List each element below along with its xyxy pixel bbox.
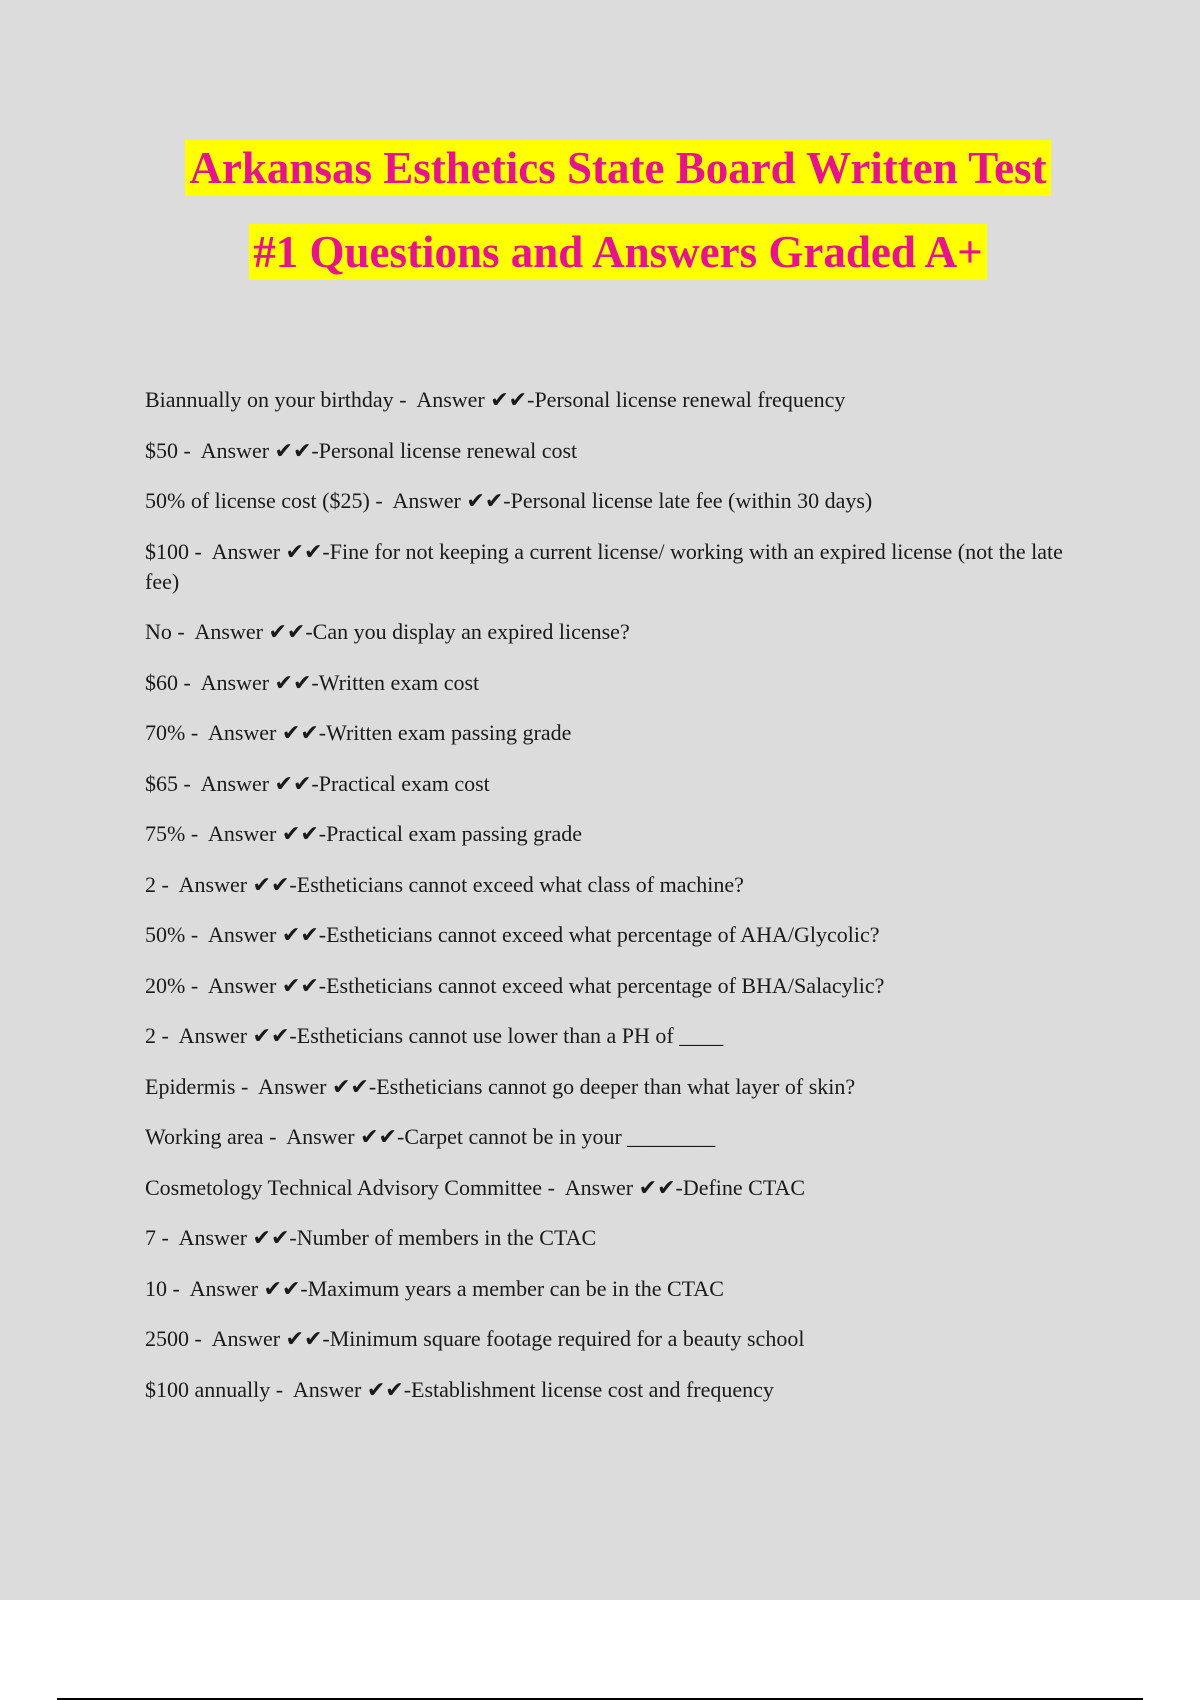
qa-question: Estheticians cannot exceed what percentage of BHA/Salacylic? — [326, 972, 885, 998]
answer-marker: Answer ✔✔ — [207, 922, 319, 947]
answer-marker: Answer ✔✔ — [200, 770, 312, 796]
title-line-1: Arkansas Esthetics State Board Written Test — [185, 140, 1050, 196]
qa-item — [145, 1274, 1085, 1304]
qa-item — [145, 486, 1085, 516]
qa-answer: Working area — [145, 1124, 264, 1149]
answer-marker: Answer ✔✔ — [286, 1124, 397, 1149]
qa-answer: $60 — [145, 669, 178, 695]
qa-dash: - — [318, 821, 327, 846]
qa-dash: - — [318, 720, 327, 745]
qa-separator: - — [235, 1073, 259, 1099]
qa-answer: 50% — [145, 922, 186, 947]
qa-dash: - — [305, 619, 313, 644]
answer-marker: Answer ✔✔ — [207, 821, 319, 846]
qa-item — [145, 870, 1085, 900]
qa-question: Estheticians cannot use lower than a PH of ____ — [296, 1023, 724, 1048]
qa-dash: - — [311, 770, 319, 796]
title-line-2: #1 Questions and Answers Graded A+ — [249, 224, 987, 280]
qa-item — [145, 1021, 1085, 1051]
answer-marker: Answer ✔✔ — [200, 669, 312, 695]
qa-item — [145, 1223, 1085, 1253]
qa-separator: - — [178, 437, 201, 463]
qa-item — [145, 819, 1085, 849]
qa-dash: - — [289, 871, 297, 897]
qa-separator: - — [156, 1023, 179, 1048]
qa-item — [145, 1122, 1085, 1152]
qa-answer: 2 — [145, 871, 156, 897]
answer-marker: Answer ✔✔ — [178, 871, 290, 897]
qa-question: Personal license renewal cost — [318, 437, 578, 463]
qa-separator: - — [178, 770, 201, 796]
qa-question: Fine for not keeping a current license/ working with an expired license (not the late fee) — [145, 538, 1063, 594]
qa-question: Minimum square footage required for a beauty school — [329, 1326, 805, 1351]
qa-item — [145, 1173, 1085, 1203]
qa-separator: - — [156, 871, 179, 897]
answer-marker: Answer ✔✔ — [207, 972, 319, 998]
qa-dash: - — [311, 437, 319, 463]
qa-question: Estheticians cannot go deeper than what layer of skin? — [376, 1073, 856, 1099]
qa-separator: - — [263, 1124, 287, 1149]
qa-dash: - — [675, 1174, 683, 1200]
answer-marker: Answer ✔✔ — [194, 619, 306, 644]
qa-answer: 10 — [145, 1275, 167, 1301]
qa-dash: - — [289, 1023, 297, 1048]
answer-marker: Answer ✔✔ — [211, 538, 323, 564]
qa-dash: - — [368, 1073, 377, 1099]
qa-question: Estheticians cannot exceed what percentage of AHA/Glycolic? — [326, 922, 880, 947]
qa-answer: 2 — [145, 1023, 156, 1048]
qa-item — [145, 385, 1085, 415]
qa-list — [145, 385, 1085, 1425]
qa-separator: - — [185, 821, 208, 846]
qa-separator: - — [393, 387, 417, 412]
qa-question: Written exam cost — [318, 669, 480, 695]
answer-marker: Answer ✔✔ — [200, 437, 312, 463]
qa-item — [145, 769, 1085, 799]
answer-marker: Answer ✔✔ — [392, 488, 504, 513]
qa-separator: - — [185, 922, 208, 947]
qa-separator: - — [171, 619, 195, 644]
qa-answer: 20% — [145, 972, 186, 998]
qa-separator: - — [270, 1376, 293, 1402]
qa-question: Practical exam passing grade — [326, 821, 583, 846]
qa-separator: - — [189, 538, 212, 564]
qa-answer: Biannually on your birthday — [145, 387, 394, 412]
qa-dash: - — [396, 1124, 405, 1149]
qa-question: Can you display an expired license? — [312, 619, 630, 644]
qa-question: Personal license renewal frequency — [534, 387, 846, 412]
answer-marker: Answer ✔✔ — [416, 387, 528, 412]
qa-separator: - — [178, 669, 201, 695]
qa-item — [145, 617, 1085, 647]
qa-answer: 7 — [145, 1225, 156, 1250]
qa-item — [145, 436, 1085, 466]
answer-marker: Answer ✔✔ — [564, 1174, 676, 1200]
qa-dash: - — [322, 538, 330, 564]
qa-answer: $65 — [145, 770, 178, 796]
qa-dash: - — [503, 488, 511, 513]
answer-marker: Answer ✔✔ — [189, 1275, 301, 1301]
qa-answer: No — [145, 619, 172, 644]
qa-dash: - — [311, 669, 319, 695]
answer-marker: Answer ✔✔ — [292, 1376, 404, 1402]
qa-answer: 75% — [145, 821, 186, 846]
qa-item — [145, 718, 1085, 748]
qa-item — [145, 537, 1085, 597]
qa-dash: - — [403, 1376, 412, 1402]
qa-question: Personal license late fee (within 30 days) — [510, 488, 873, 513]
qa-dash: - — [318, 972, 327, 998]
qa-item — [145, 920, 1085, 950]
answer-marker: Answer ✔✔ — [178, 1225, 290, 1250]
qa-question: Practical exam cost — [318, 770, 490, 796]
qa-item — [145, 1072, 1085, 1102]
qa-question: Establishment license cost and frequency — [411, 1376, 774, 1402]
qa-question: Define CTAC — [682, 1174, 806, 1200]
document-title — [0, 140, 1200, 308]
qa-item — [145, 971, 1085, 1001]
qa-dash: - — [322, 1326, 330, 1351]
qa-separator: - — [156, 1225, 179, 1250]
qa-separator: - — [189, 1326, 212, 1351]
qa-item — [145, 1375, 1085, 1405]
qa-dash: - — [527, 387, 535, 412]
qa-question: Written exam passing grade — [326, 720, 572, 745]
qa-separator: - — [185, 972, 208, 998]
qa-answer: Epidermis — [145, 1073, 236, 1099]
qa-question: Carpet cannot be in your ________ — [404, 1124, 716, 1149]
qa-question: Maximum years a member can be in the CTAC — [307, 1275, 724, 1301]
answer-marker: Answer ✔✔ — [258, 1073, 369, 1099]
qa-separator: - — [185, 720, 208, 745]
qa-dash: - — [289, 1225, 297, 1250]
qa-dash: - — [300, 1275, 308, 1301]
qa-question: Number of members in the CTAC — [296, 1225, 597, 1250]
answer-marker: Answer ✔✔ — [178, 1023, 290, 1048]
answer-marker: Answer ✔✔ — [207, 720, 319, 745]
qa-answer: $50 — [145, 437, 178, 463]
qa-answer: 50% of license cost ($25) — [145, 488, 370, 513]
answer-marker: Answer ✔✔ — [211, 1326, 323, 1351]
qa-separator: - — [167, 1275, 190, 1301]
qa-answer: Cosmetology Technical Advisory Committee — [145, 1174, 543, 1200]
qa-separator: - — [369, 488, 393, 513]
qa-answer: $100 annually — [145, 1376, 271, 1402]
qa-separator: - — [542, 1174, 565, 1200]
qa-item — [145, 1324, 1085, 1354]
qa-question: Estheticians cannot exceed what class of machine? — [296, 871, 744, 897]
qa-answer: $100 — [145, 538, 189, 564]
qa-answer: 2500 — [145, 1326, 189, 1351]
qa-item — [145, 668, 1085, 698]
qa-dash: - — [318, 922, 327, 947]
qa-answer: 70% — [145, 720, 186, 745]
